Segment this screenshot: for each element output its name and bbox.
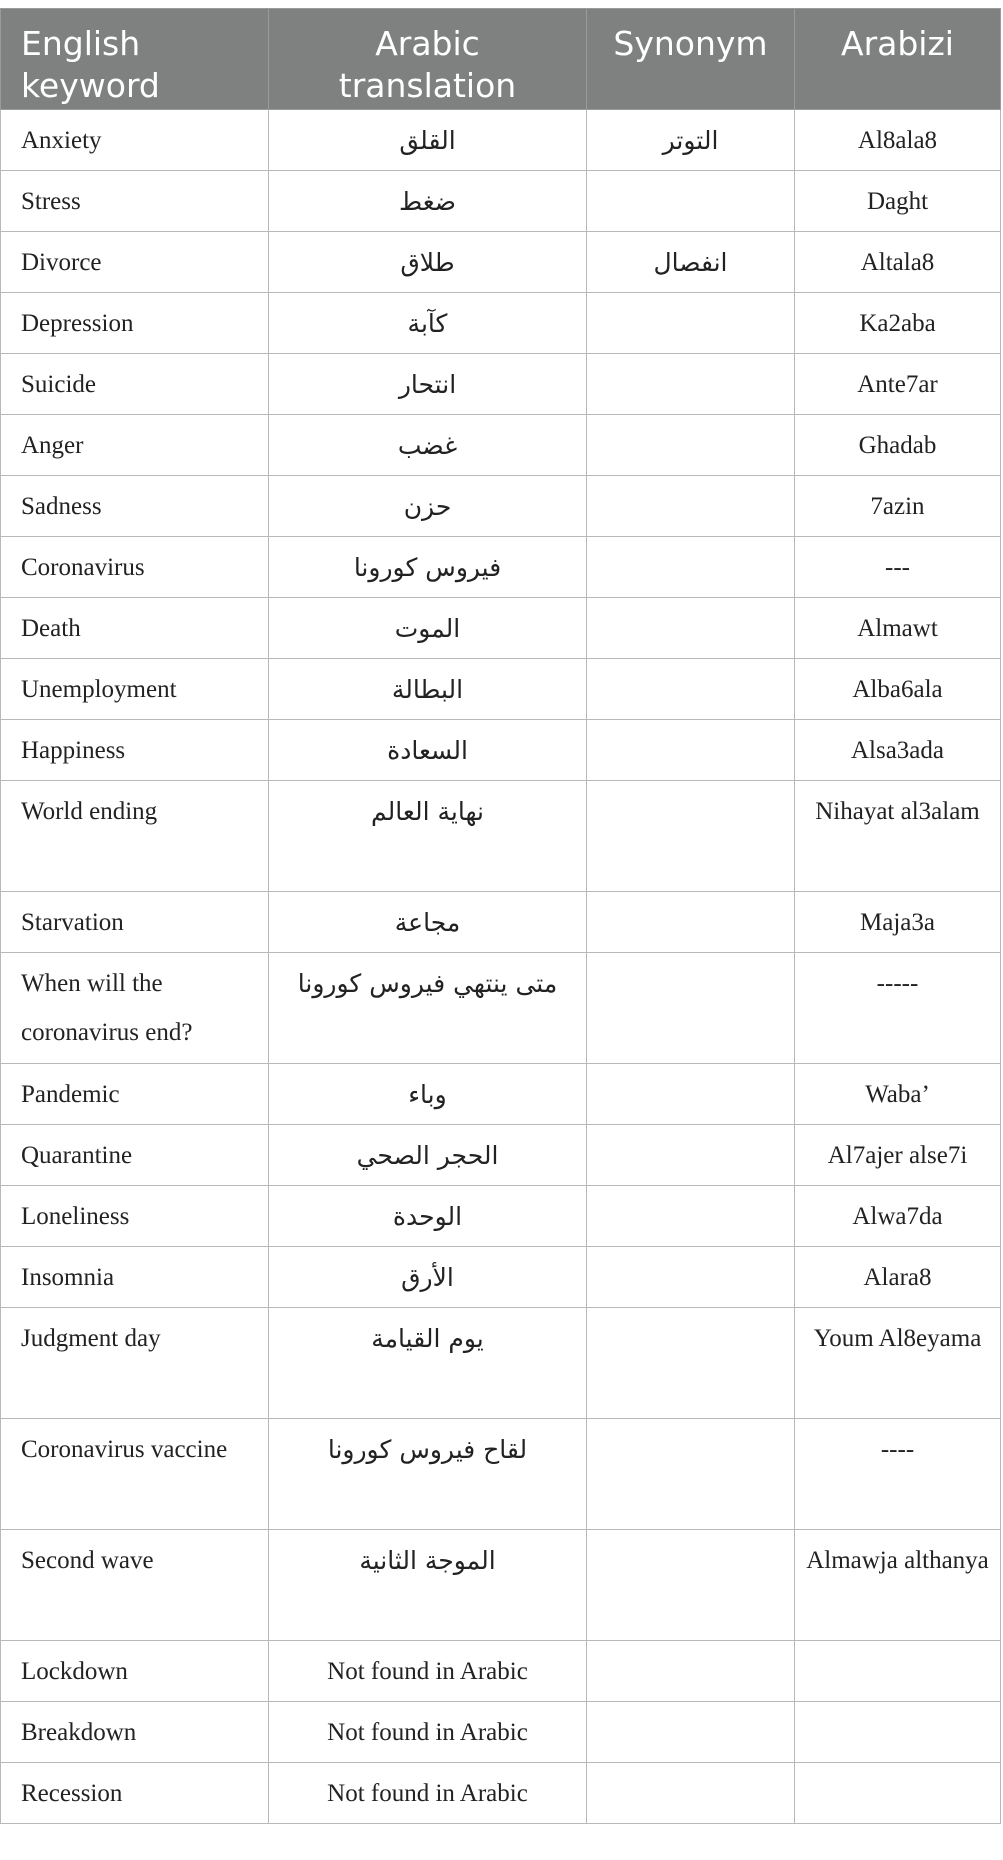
table-row xyxy=(1,720,1001,781)
cell-arabic-translation: لقاح فيروس كورونا xyxy=(269,1419,587,1530)
cell-arabic-translation: طلاق xyxy=(269,232,587,293)
cell-english-keyword: Depression xyxy=(1,293,269,354)
cell-arabizi: Ante7ar xyxy=(795,354,1001,415)
cell-arabic-translation: انتحار xyxy=(269,354,587,415)
cell-synonym xyxy=(587,1641,795,1702)
cell-arabic-translation: الوحدة xyxy=(269,1186,587,1247)
cell-english-keyword: Lockdown xyxy=(1,1641,269,1702)
table-row xyxy=(1,1419,1001,1530)
cell-synonym xyxy=(587,1186,795,1247)
cell-english-keyword: Quarantine xyxy=(1,1125,269,1186)
cell-arabizi: Alsa3ada xyxy=(795,720,1001,781)
header-synonym: Synonym xyxy=(587,9,795,110)
cell-english-keyword: Pandemic xyxy=(1,1064,269,1125)
cell-arabic-translation: كآبة xyxy=(269,293,587,354)
cell-arabizi: Almawja althanya xyxy=(795,1530,1001,1641)
cell-english-keyword: Happiness xyxy=(1,720,269,781)
table-row xyxy=(1,232,1001,293)
cell-english-keyword: Starvation xyxy=(1,892,269,953)
table-row xyxy=(1,1763,1001,1824)
cell-synonym xyxy=(587,293,795,354)
cell-arabizi: Al7ajer alse7i xyxy=(795,1125,1001,1186)
table-row xyxy=(1,781,1001,892)
table-row xyxy=(1,1247,1001,1308)
cell-arabic-translation: ضغط xyxy=(269,171,587,232)
cell-arabizi: ----- xyxy=(795,953,1001,1064)
cell-arabic-translation: الموجة الثانية xyxy=(269,1530,587,1641)
table-row xyxy=(1,110,1001,171)
cell-synonym xyxy=(587,1763,795,1824)
cell-arabizi: Daght xyxy=(795,171,1001,232)
cell-synonym xyxy=(587,1064,795,1125)
cell-synonym xyxy=(587,1308,795,1419)
cell-arabic-translation: البطالة xyxy=(269,659,587,720)
cell-english-keyword: Unemployment xyxy=(1,659,269,720)
cell-english-keyword: When will the coronavirus end? xyxy=(1,953,269,1064)
cell-synonym xyxy=(587,598,795,659)
table-row xyxy=(1,953,1001,1064)
cell-arabic-translation: مجاعة xyxy=(269,892,587,953)
cell-synonym xyxy=(587,1247,795,1308)
table-body xyxy=(1,110,1001,1824)
cell-english-keyword: Second wave xyxy=(1,1530,269,1641)
cell-english-keyword: Suicide xyxy=(1,354,269,415)
cell-arabizi: 7azin xyxy=(795,476,1001,537)
cell-arabizi: Ka2aba xyxy=(795,293,1001,354)
cell-synonym xyxy=(587,1125,795,1186)
cell-synonym xyxy=(587,781,795,892)
cell-arabic-translation: الحجر الصحي xyxy=(269,1125,587,1186)
cell-arabic-translation: نهاية العالم xyxy=(269,781,587,892)
cell-english-keyword: Death xyxy=(1,598,269,659)
cell-arabic-translation: Not found in Arabic xyxy=(269,1641,587,1702)
cell-synonym xyxy=(587,476,795,537)
cell-arabizi: Maja3a xyxy=(795,892,1001,953)
cell-arabic-translation: القلق xyxy=(269,110,587,171)
cell-english-keyword: Recession xyxy=(1,1763,269,1824)
cell-arabic-translation: Not found in Arabic xyxy=(269,1763,587,1824)
cell-synonym xyxy=(587,953,795,1064)
cell-arabizi xyxy=(795,1763,1001,1824)
cell-synonym xyxy=(587,659,795,720)
table-header xyxy=(1,9,1001,110)
cell-english-keyword: Breakdown xyxy=(1,1702,269,1763)
cell-arabizi: Al8ala8 xyxy=(795,110,1001,171)
cell-english-keyword: Coronavirus xyxy=(1,537,269,598)
cell-synonym xyxy=(587,1530,795,1641)
cell-arabizi: Alara8 xyxy=(795,1247,1001,1308)
cell-english-keyword: Anxiety xyxy=(1,110,269,171)
cell-arabic-translation: Not found in Arabic xyxy=(269,1702,587,1763)
table-row xyxy=(1,171,1001,232)
cell-arabic-translation: يوم القيامة xyxy=(269,1308,587,1419)
cell-arabic-translation: الموت xyxy=(269,598,587,659)
cell-arabizi xyxy=(795,1641,1001,1702)
keyword-table xyxy=(0,8,1001,1824)
cell-arabizi: Almawt xyxy=(795,598,1001,659)
cell-arabic-translation: السعادة xyxy=(269,720,587,781)
cell-arabic-translation: حزن xyxy=(269,476,587,537)
cell-synonym xyxy=(587,171,795,232)
cell-arabizi: --- xyxy=(795,537,1001,598)
cell-synonym xyxy=(587,720,795,781)
table-row xyxy=(1,415,1001,476)
cell-synonym xyxy=(587,354,795,415)
cell-synonym: انفصال xyxy=(587,232,795,293)
cell-synonym xyxy=(587,415,795,476)
cell-arabic-translation: متى ينتهي فيروس كورونا xyxy=(269,953,587,1064)
cell-arabizi xyxy=(795,1702,1001,1763)
table-row xyxy=(1,1702,1001,1763)
table-row xyxy=(1,293,1001,354)
table-row xyxy=(1,1641,1001,1702)
cell-arabic-translation: وباء xyxy=(269,1064,587,1125)
header-arabic-translation: Arabic translation xyxy=(269,9,587,110)
cell-english-keyword: Stress xyxy=(1,171,269,232)
cell-english-keyword: Judgment day xyxy=(1,1308,269,1419)
cell-english-keyword: World ending xyxy=(1,781,269,892)
cell-arabizi: Nihayat al3alam xyxy=(795,781,1001,892)
cell-english-keyword: Insomnia xyxy=(1,1247,269,1308)
header-row xyxy=(1,9,1001,110)
table-row xyxy=(1,1308,1001,1419)
cell-arabic-translation: غضب xyxy=(269,415,587,476)
cell-arabizi: Ghadab xyxy=(795,415,1001,476)
table-row xyxy=(1,1530,1001,1641)
table-row xyxy=(1,354,1001,415)
cell-english-keyword: Anger xyxy=(1,415,269,476)
cell-arabizi: ---- xyxy=(795,1419,1001,1530)
cell-arabizi: Waba’ xyxy=(795,1064,1001,1125)
cell-english-keyword: Divorce xyxy=(1,232,269,293)
header-english-keyword: English keyword xyxy=(1,9,269,110)
cell-english-keyword: Coronavirus vaccine xyxy=(1,1419,269,1530)
cell-arabic-translation: الأرق xyxy=(269,1247,587,1308)
table-row xyxy=(1,1064,1001,1125)
cell-synonym xyxy=(587,1702,795,1763)
cell-synonym xyxy=(587,892,795,953)
cell-synonym: التوتر xyxy=(587,110,795,171)
cell-english-keyword: Loneliness xyxy=(1,1186,269,1247)
cell-arabizi: Alba6ala xyxy=(795,659,1001,720)
table-row xyxy=(1,1125,1001,1186)
cell-arabizi: Altala8 xyxy=(795,232,1001,293)
table-row xyxy=(1,476,1001,537)
cell-english-keyword: Sadness xyxy=(1,476,269,537)
cell-synonym xyxy=(587,537,795,598)
header-arabizi: Arabizi xyxy=(795,9,1001,110)
cell-synonym xyxy=(587,1419,795,1530)
table-row xyxy=(1,537,1001,598)
table-row xyxy=(1,1186,1001,1247)
table-row xyxy=(1,598,1001,659)
cell-arabic-translation: فيروس كورونا xyxy=(269,537,587,598)
table-row xyxy=(1,659,1001,720)
cell-arabizi: Alwa7da xyxy=(795,1186,1001,1247)
table-row xyxy=(1,892,1001,953)
cell-arabizi: Youm Al8eyama xyxy=(795,1308,1001,1419)
